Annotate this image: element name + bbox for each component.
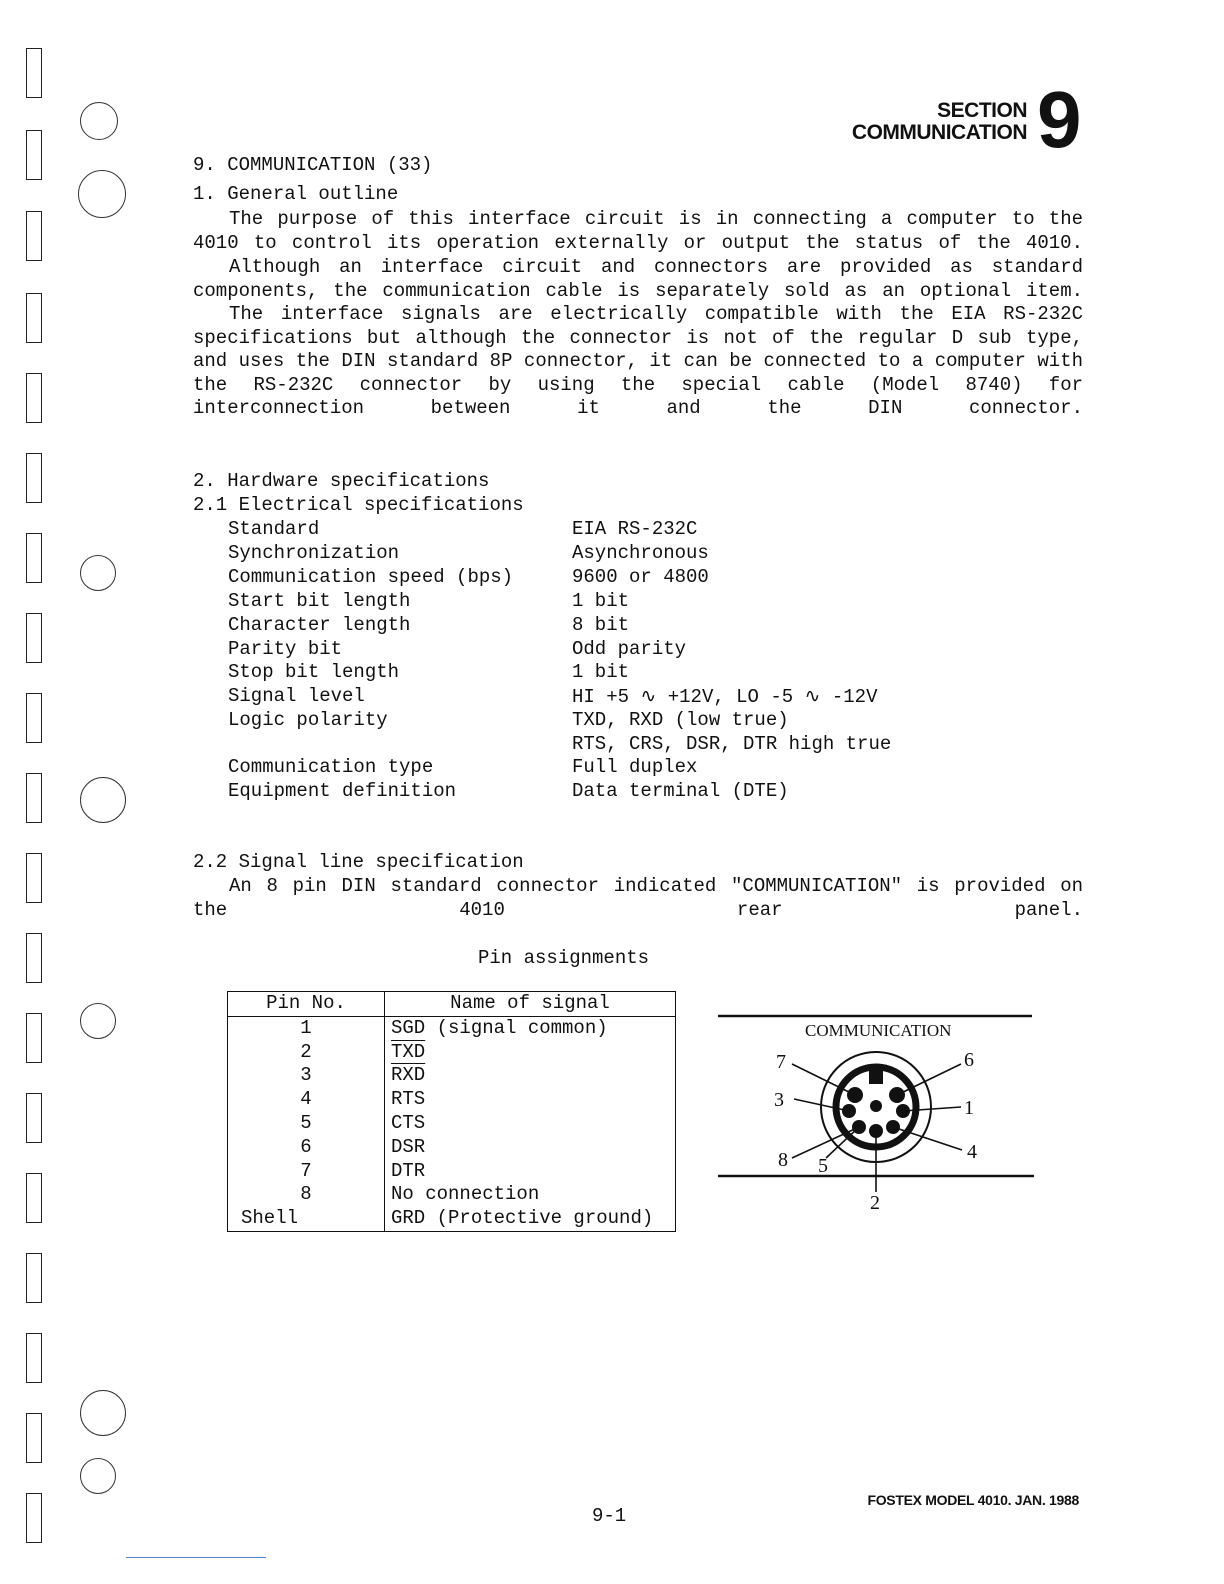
table-row bbox=[228, 1064, 676, 1088]
binder-tab bbox=[26, 1493, 42, 1543]
page-number: 9-1 bbox=[592, 1505, 627, 1527]
outline-paragraph: The purpose of this interface circuit is in connecting a computer to the 4010 to control its operation externally or output the status of the 4010. bbox=[193, 208, 1083, 254]
electrical-heading: 2.1 Electrical specifications bbox=[193, 494, 524, 516]
din-connector-diagram bbox=[716, 1012, 1036, 1217]
pin-number: 3 bbox=[228, 1064, 385, 1088]
table-row bbox=[228, 1112, 676, 1136]
spec-value: 1 bit bbox=[572, 661, 630, 683]
spec-label: Character length bbox=[228, 614, 411, 636]
spec-label: Equipment definition bbox=[228, 780, 457, 802]
signal-name: $\overline{RXD}$ bbox=[391, 1064, 426, 1087]
outline-paragraph: Although an interface circuit and connectors are provided as standard components, the communication cable is separately sold as an optional item. bbox=[193, 256, 1083, 302]
binder-tab bbox=[26, 1413, 42, 1463]
leader-line bbox=[792, 1127, 859, 1158]
binder-tab bbox=[26, 211, 42, 261]
binder-tab bbox=[26, 130, 42, 180]
spec-value: Data terminal (DTE) bbox=[572, 780, 789, 802]
section-header bbox=[852, 100, 1027, 144]
pin-label: 6 bbox=[964, 1049, 974, 1071]
pin-number: 7 bbox=[228, 1160, 385, 1184]
punch-hole bbox=[80, 777, 126, 823]
leader-line bbox=[903, 1107, 961, 1111]
pin-number: 4 bbox=[228, 1088, 385, 1112]
outline-heading: 1. General outline bbox=[193, 183, 399, 205]
pin-label: 3 bbox=[774, 1089, 784, 1111]
spec-label: Signal level bbox=[228, 685, 365, 707]
signal-name: DTR bbox=[385, 1160, 676, 1184]
punch-hole bbox=[80, 1003, 116, 1039]
pin-number: 5 bbox=[228, 1112, 385, 1136]
binder-tab bbox=[26, 533, 42, 583]
footer: FOSTEX MODEL 4010. JAN. 1988 bbox=[867, 1492, 1079, 1508]
outline-paragraph: The interface signals are electrically compatible with the EIA RS-232C specifications but although the connector is not of the regular D sub type, and uses the DIN standard 8P connector, it can be connected to a computer with the RS-232C connector by using the special cable (Model 8740) for interconnection between it and the DIN connector. bbox=[193, 303, 1083, 419]
spec-label: Start bit length bbox=[228, 590, 411, 612]
binder-tab bbox=[26, 1013, 42, 1063]
table-row bbox=[228, 1016, 676, 1040]
table-row bbox=[228, 1041, 676, 1065]
table-row bbox=[228, 1160, 676, 1184]
spec-value: Odd parity bbox=[572, 638, 687, 660]
binder-tab bbox=[26, 853, 42, 903]
binder-tab bbox=[26, 693, 42, 743]
pin-label: 5 bbox=[818, 1155, 828, 1177]
spec-value: Full duplex bbox=[572, 756, 698, 778]
pin-label: 2 bbox=[870, 1192, 880, 1214]
spec-label: Logic polarity bbox=[228, 709, 388, 731]
table-row bbox=[228, 1136, 676, 1160]
binder-tab bbox=[26, 1173, 42, 1223]
table-header-row bbox=[228, 992, 676, 1017]
table-row bbox=[228, 1183, 676, 1207]
spec-label: Standard bbox=[228, 518, 320, 540]
table-row bbox=[228, 1207, 676, 1231]
hardware-heading: 2. Hardware specifications bbox=[193, 470, 490, 492]
pin-label: 7 bbox=[776, 1051, 786, 1073]
punch-hole bbox=[78, 170, 126, 218]
signal-name: No connection bbox=[385, 1183, 676, 1207]
pin-number: Shell bbox=[228, 1207, 385, 1231]
punch-hole bbox=[80, 1458, 116, 1494]
spec-value: TXD, RXD (low true) bbox=[572, 709, 789, 731]
binder-tab bbox=[26, 373, 42, 423]
spec-value: 8 bit bbox=[572, 614, 630, 636]
binder-tab bbox=[26, 933, 42, 983]
spec-value: 1 bit bbox=[572, 590, 630, 612]
binder-tab bbox=[26, 293, 42, 343]
section-label: SECTION bbox=[937, 99, 1027, 122]
binder-tab bbox=[26, 1093, 42, 1143]
pin-label: 8 bbox=[778, 1149, 788, 1171]
binder-tab bbox=[26, 773, 42, 823]
binder-tab bbox=[26, 453, 42, 503]
pin-label: 4 bbox=[967, 1141, 977, 1163]
connector-pin bbox=[870, 1100, 882, 1112]
punch-hole bbox=[80, 102, 118, 140]
signal-line-paragraph: An 8 pin DIN standard connector indicated "COMMUNICATION" is provided on the 4010 rear panel. bbox=[193, 875, 1083, 921]
pin-number: 6 bbox=[228, 1136, 385, 1160]
binder-tab bbox=[26, 613, 42, 663]
page-title: 9. COMMUNICATION (33) bbox=[193, 154, 433, 176]
connector-label: COMMUNICATION bbox=[805, 1021, 952, 1040]
spec-label: Communication type bbox=[228, 756, 434, 778]
spec-value: Asynchronous bbox=[572, 542, 709, 564]
column-header-signal: Name of signal bbox=[385, 992, 676, 1017]
footer-rule bbox=[126, 1557, 266, 1558]
connector-key bbox=[869, 1070, 883, 1084]
binder-tab bbox=[26, 48, 42, 98]
pin-number: 1 bbox=[228, 1016, 385, 1040]
signal-name: CTS bbox=[385, 1112, 676, 1136]
table-row bbox=[228, 1088, 676, 1112]
spec-value: RTS, CRS, DSR, DTR high true bbox=[572, 733, 892, 755]
section-number: 9 bbox=[1037, 75, 1082, 164]
signal-name: RTS bbox=[385, 1088, 676, 1112]
signal-name: SGD (signal common) bbox=[385, 1016, 676, 1040]
section-title: COMMUNICATION bbox=[851, 121, 1027, 144]
column-header-pin: Pin No. bbox=[228, 992, 385, 1017]
spec-value: 9600 or 4800 bbox=[572, 566, 709, 588]
signal-name: DSR bbox=[385, 1136, 676, 1160]
binder-tab bbox=[26, 1253, 42, 1303]
pin-number: 8 bbox=[228, 1183, 385, 1207]
pin-number: 2 bbox=[228, 1041, 385, 1065]
pin-label: 1 bbox=[964, 1097, 974, 1119]
binder-tab bbox=[26, 1333, 42, 1383]
pin-table-caption: Pin assignments bbox=[478, 947, 650, 969]
spec-label: Communication speed (bps) bbox=[228, 566, 514, 588]
spec-value: HI +5 ∿ +12V, LO -5 ∿ -12V bbox=[572, 686, 878, 708]
spec-label: Synchronization bbox=[228, 542, 400, 564]
pin-assignment-table bbox=[227, 991, 676, 1232]
spec-value: EIA RS-232C bbox=[572, 518, 698, 540]
signal-line-heading: 2.2 Signal line specification bbox=[193, 851, 524, 873]
spec-label: Parity bit bbox=[228, 638, 343, 660]
spec-label: Stop bit length bbox=[228, 661, 400, 683]
punch-hole bbox=[80, 1390, 126, 1436]
signal-name: GRD (Protective ground) bbox=[385, 1207, 676, 1231]
signal-name: $\overline{TXD}$ bbox=[391, 1040, 426, 1063]
punch-hole bbox=[80, 555, 116, 591]
